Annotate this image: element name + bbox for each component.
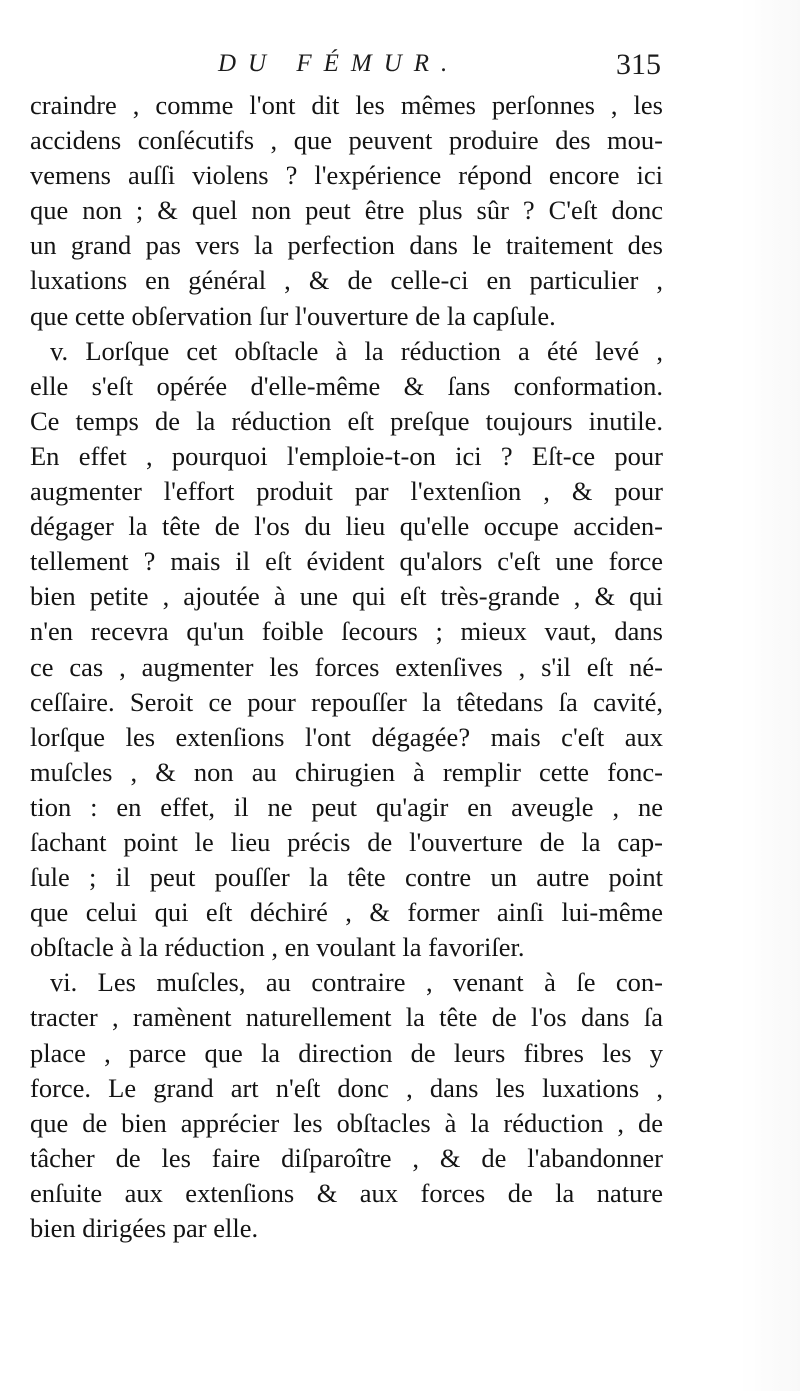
text-line: v. Lorſque cet obſtacle à la réduction a été levé , [50,335,663,366]
running-title: DU FÉMUR. [218,50,460,77]
text-line: vi. Les muſcles, au contraire , venant à ſe con- [50,967,663,998]
text-line: obſtacle à la réduction , en voulant la favoriſer. [30,932,525,963]
text-line: muſcles , & non au chirugien à remplir cette fonc- [30,756,663,787]
text-line: bien dirigées par elle. [30,1213,259,1243]
text-line: dégager la tête de l'os du lieu qu'elle occupe acciden- [30,511,663,542]
page-number: 315 [616,48,661,81]
text-line: tion : en effet, il ne peut qu'agir en aveugle , ne [30,791,663,822]
text-line: Ce temps de la réduction eſt preſque toujours inutile. [30,405,663,436]
text-line: que non ; & quel non peut être plus sûr ? C'eſt donc [30,195,663,226]
text-line: craindre , comme l'ont dit les mêmes perſonnes , les [30,90,663,120]
text-line: n'en recevra qu'un foible ſecours ; mieux vaut, dans [30,616,663,647]
text-line: ſule ; il peut pouſſer la tête contre un autre point [30,862,663,893]
text-line: vemens auſſi violens ? l'expérience répond encore ici [30,160,663,191]
text-line: que celui qui eſt déchiré , & former ainſi lui-même [30,897,663,928]
text-line: augmenter l'effort produit par l'extenſion , & pour [30,476,663,507]
text-line: En effet , pourquoi l'emploie-t-on ici ? Eſt-ce pour [30,440,663,471]
body-text [30,88,663,1246]
text-line: tracter , ramènent naturellement la tête de l'os dans ſa [30,1002,663,1033]
text-line: un grand pas vers la perfection dans le traitement des [30,230,663,261]
text-line: enſuite aux extenſions & aux forces de la nature [30,1177,663,1208]
text-line: tellement ? mais il eſt évident qu'alors c'eſt une force [30,546,663,577]
running-head [0,48,800,88]
text-line: que cette obſervation ſur l'ouverture de la capſule. [30,300,556,331]
text-line: que de bien apprécier les obſtacles à la réduction , de [30,1107,663,1138]
text-line: lorſque les extenſions l'ont dégagée? mais c'eſt aux [30,721,663,752]
text-line: tâcher de les faire diſparoître , & de l'abandonner [30,1142,663,1173]
text-line: accidens conſécutifs , que peuvent produire des mou- [30,125,663,156]
text-line: force. Le grand art n'eſt donc , dans les luxations , [30,1072,663,1103]
text-line: ce cas , augmenter les forces extenſives , s'il eſt né- [30,651,663,682]
text-line: bien petite , ajoutée à une qui eſt très-grande , & qui [30,581,663,612]
text-line: ſachant point le lieu précis de l'ouverture de la cap- [30,826,663,857]
text-line: luxations en général , & de celle-ci en particulier , [30,265,663,296]
text-line: elle s'eſt opérée d'elle-même & ſans conformation. [30,370,663,401]
text-line: ceſſaire. Seroit ce pour repouſſer la têtedans ſa cavité, [30,686,663,717]
text-line: place , parce que la direction de leurs fibres les y [30,1037,663,1068]
page-edge-shading [740,0,800,1391]
